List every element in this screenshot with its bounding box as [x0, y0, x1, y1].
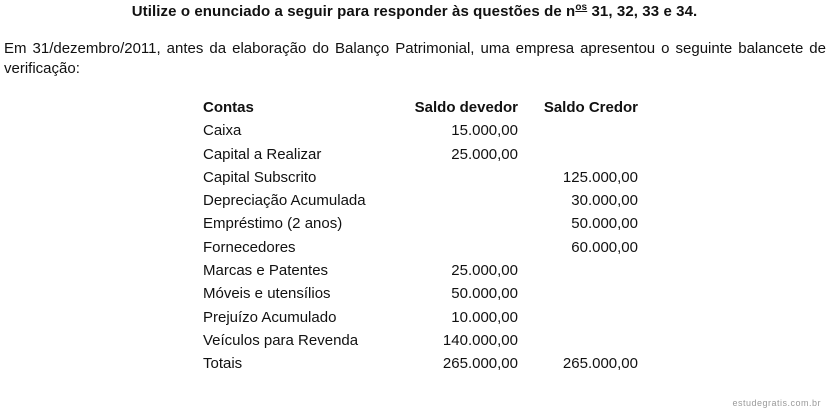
- heading-text-before: Utilize o enunciado a seguir para responder às questões de n: [131, 3, 576, 20]
- heading-text-after: 31, 32, 33 e 34.: [587, 3, 698, 20]
- totals-label: Totais: [203, 355, 243, 373]
- heading-superscript: os: [575, 2, 588, 13]
- cell-conta: Capital Subscrito: [203, 168, 317, 186]
- header-saldo-devedor: Saldo devedor: [414, 99, 518, 116]
- cell-devedor: 10.000,00: [451, 308, 518, 326]
- table-header-row: [196, 96, 638, 119]
- cell-devedor: [403, 236, 518, 259]
- cell-conta: Fornecedores: [203, 238, 296, 256]
- cell-credor: [518, 143, 638, 166]
- cell-conta: Capital a Realizar: [203, 145, 322, 163]
- site-watermark: estudegratis.com.br: [732, 398, 821, 408]
- header-contas: Contas: [203, 99, 254, 116]
- cell-devedor: [403, 166, 518, 189]
- cell-devedor: 25.000,00: [451, 145, 518, 163]
- table-row: [196, 282, 638, 305]
- cell-credor: 60.000,00: [571, 238, 638, 256]
- cell-conta: Prejuízo Acumulado: [203, 308, 337, 326]
- cell-credor: [518, 119, 638, 142]
- cell-conta: Depreciação Acumulada: [203, 192, 366, 210]
- table-row: [196, 166, 638, 189]
- trial-balance-table: [196, 96, 638, 376]
- cell-conta: Móveis e utensílios: [203, 285, 331, 303]
- table-row: [196, 212, 638, 235]
- table-row: [196, 259, 638, 282]
- table-row: [196, 119, 638, 142]
- cell-devedor: 25.000,00: [451, 262, 518, 280]
- cell-credor: [518, 329, 638, 352]
- cell-credor: 30.000,00: [571, 192, 638, 210]
- cell-devedor: 50.000,00: [451, 285, 518, 303]
- table-row: [196, 306, 638, 329]
- cell-credor: [518, 282, 638, 305]
- cell-conta: Caixa: [203, 122, 242, 140]
- table-body: [196, 119, 638, 375]
- table-row: [196, 189, 638, 212]
- cell-credor: 50.000,00: [571, 215, 638, 233]
- cell-credor: 125.000,00: [562, 168, 638, 186]
- cell-credor: [518, 306, 638, 329]
- question-heading: [0, 3, 829, 20]
- table-row: [196, 329, 638, 352]
- header-saldo-credor: Saldo Credor: [543, 99, 638, 116]
- cell-conta: Veículos para Revenda: [203, 331, 359, 349]
- cell-devedor: 15.000,00: [451, 122, 518, 140]
- cell-credor: [518, 259, 638, 282]
- totals-devedor: 265.000,00: [442, 355, 518, 373]
- table-row: [196, 236, 638, 259]
- intro-paragraph: Em 31/dezembro/2011, antes da elaboração do Balanço Patrimonial, uma empresa apresentou o seguinte balancete de verificação:: [4, 40, 826, 77]
- cell-devedor: 140.000,00: [442, 331, 518, 349]
- cell-devedor: [403, 212, 518, 235]
- totals-credor: 265.000,00: [562, 355, 638, 373]
- cell-devedor: [403, 189, 518, 212]
- cell-conta: Marcas e Patentes: [203, 262, 329, 280]
- totals-row: [196, 352, 638, 375]
- table-row: [196, 143, 638, 166]
- cell-conta: Empréstimo (2 anos): [203, 215, 343, 233]
